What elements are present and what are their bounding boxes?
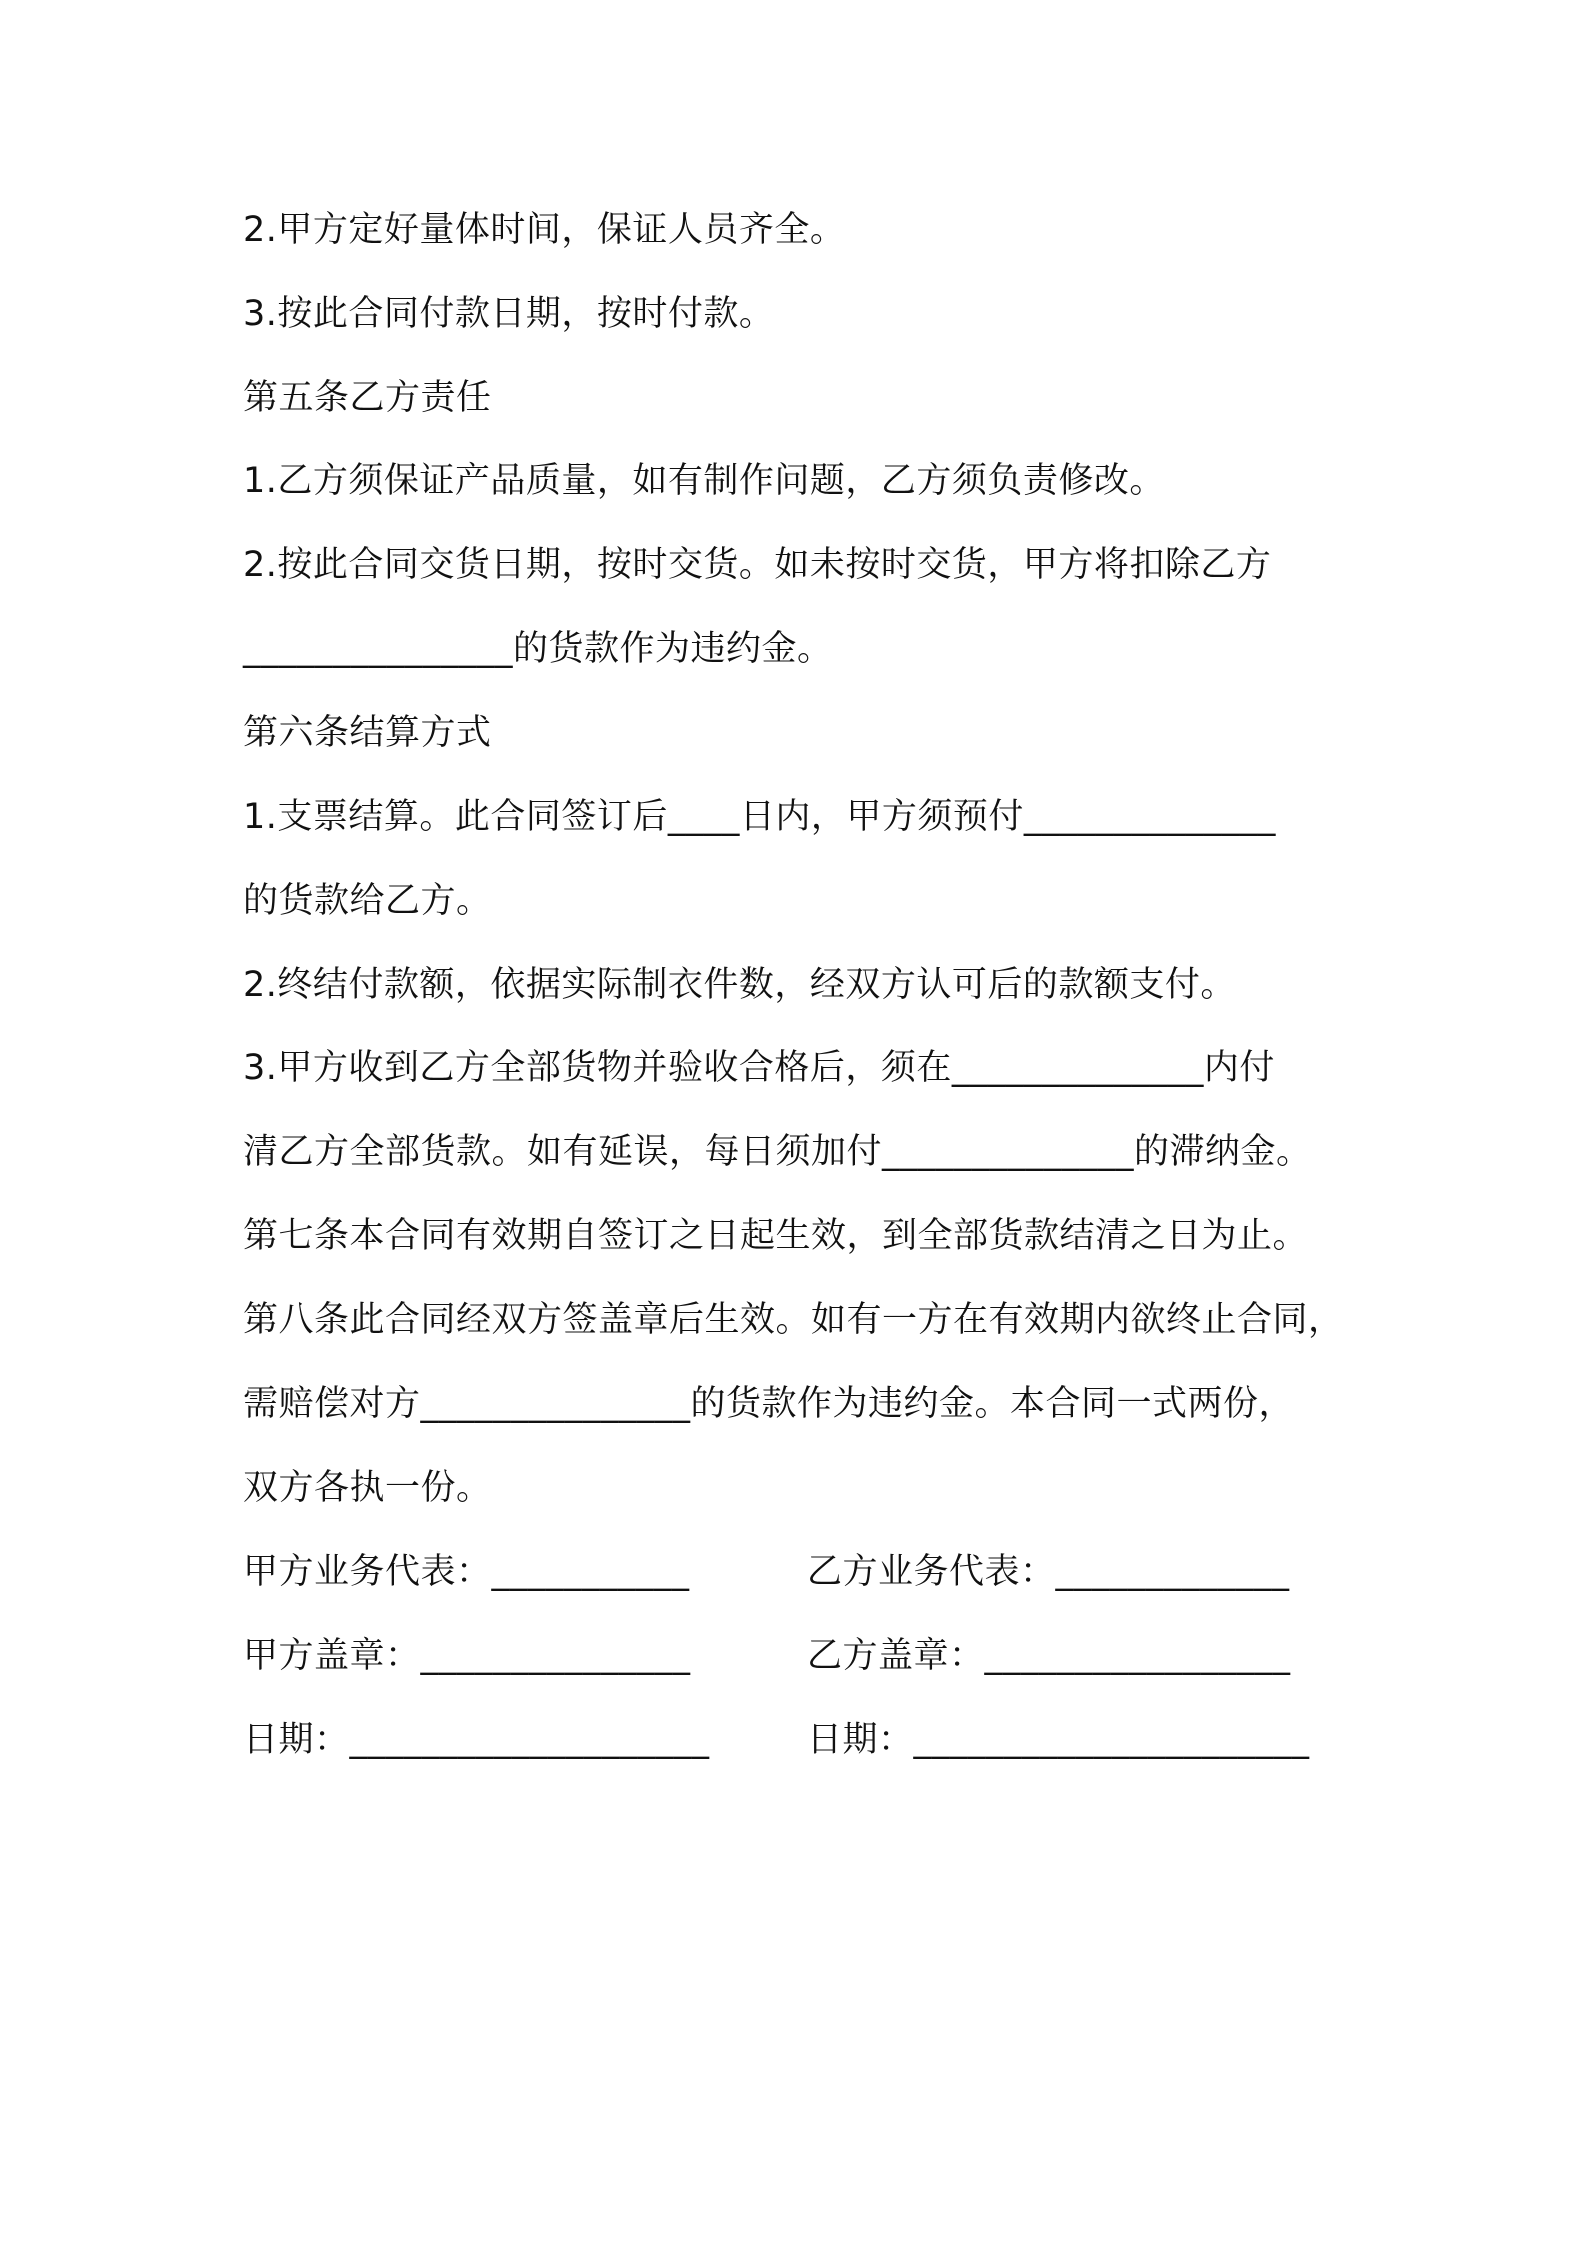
clause-6-item-2: 2.终结付款额，依据实际制衣件数，经双方认可后的款额支付。: [243, 965, 1236, 1005]
clause-6-item-1: 1.支票结算。此合同签订后____日内，甲方须预付______________: [243, 797, 1276, 837]
party-b-representative-field: 乙方业务代表：_____________: [807, 1552, 1290, 1592]
clause-8-continued: 需赔偿对方_______________的货款作为违约金。本合同一式两份，: [243, 1384, 1295, 1424]
clause-6-item-3: 3.甲方收到乙方全部货物并验收合格后，须在______________内付: [243, 1048, 1275, 1088]
clause-4-item-3: 3.按此合同付款日期，按时付款。: [243, 294, 775, 334]
party-a-seal-field: 甲方盖章：_______________: [243, 1636, 691, 1676]
party-b-seal-field: 乙方盖章：_________________: [807, 1636, 1291, 1676]
clause-5-item-2: 2.按此合同交货日期，按时交货。如未按时交货，甲方将扣除乙方: [243, 545, 1272, 585]
clause-8: 第八条此合同经双方签盖章后生效。如有一方在有效期内欲终止合同，: [243, 1300, 1344, 1340]
party-a-date-field: 日期：____________________: [243, 1720, 710, 1760]
clause-5-heading: 第五条乙方责任: [243, 378, 492, 418]
clause-4-item-2: 2.甲方定好量体时间，保证人员齐全。: [243, 210, 846, 250]
clause-6-item-3-continued: 清乙方全部货款。如有延误，每日须加付______________的滞纳金。: [243, 1132, 1312, 1172]
clause-6-heading: 第六条结算方式: [243, 713, 492, 753]
party-a-representative-field: 甲方业务代表：___________: [243, 1552, 690, 1592]
clause-5-item-1: 1.乙方须保证产品质量，如有制作问题，乙方须负责修改。: [243, 461, 1165, 501]
clause-7: 第七条本合同有效期自签订之日起生效，到全部货款结清之日为止。: [243, 1216, 1309, 1256]
clause-6-item-1-continued: 的货款给乙方。: [243, 881, 492, 921]
clause-8-final: 双方各执一份。: [243, 1468, 492, 1508]
party-b-date-field: 日期：______________________: [807, 1720, 1310, 1760]
clause-5-item-2-continued: _______________的货款作为违约金。: [243, 629, 833, 669]
